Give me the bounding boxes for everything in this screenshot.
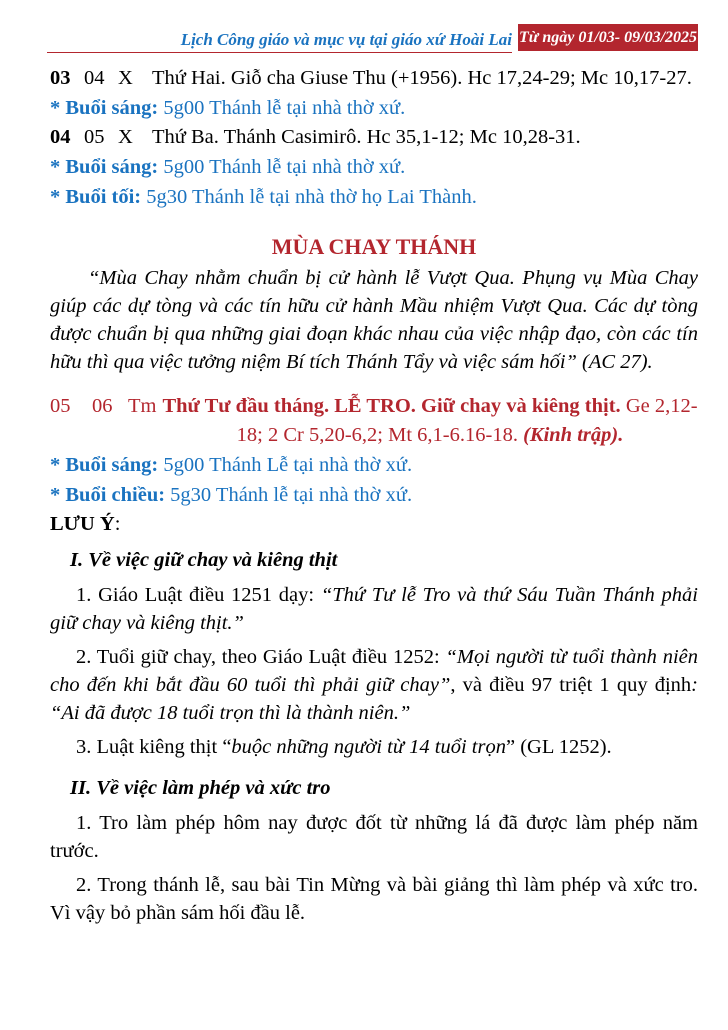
- session-label: * Buổi tối:: [50, 186, 142, 208]
- paragraph-text: 1. Giáo Luật điều 1251 dạy:: [76, 584, 321, 606]
- session-label: * Buổi chiều:: [50, 484, 166, 506]
- paragraph: [50, 643, 698, 727]
- paragraph: [50, 733, 698, 761]
- paragraph: [50, 581, 698, 637]
- entry-color: X: [118, 67, 133, 89]
- document-body: [50, 64, 698, 927]
- paragraph-quote: “Thứ Tư lễ Tro và thứ Sáu Tuần Thánh phải giữ chay và kiêng thịt.”: [50, 584, 698, 634]
- entry-text: [162, 392, 698, 450]
- entry-text: Thứ Ba. Thánh Casimirô. Hc 35,1-12; Mc 10,28-31.: [152, 126, 581, 148]
- note-heading: [50, 510, 698, 539]
- entry-lunar: 04: [84, 67, 105, 89]
- session-line: [50, 480, 698, 510]
- lent-quote: “Mùa Chay nhằm chuẩn bị cử hành lễ Vượt Qua. Phụng vụ Mùa Chay giúp các dự tòng và các tín hữu cử hành Mầu nhiệm Vượt Qua. Các dự tòng được chuẩn bị qua những giai đoạn khác nhau của việc nhập đạo, còn các tín hữu thì qua việc tưởng niệm Bí tích Thánh Tẩy và việc sám hối” (AC 27).: [50, 267, 698, 373]
- entry-readings: Ge 2,12-18; 2 Cr 5,20-6,2; Mt 6,1-6.16-18.: [236, 395, 698, 446]
- session-text: 5g30 Thánh lễ tại nhà thờ họ Lai Thành.: [141, 186, 477, 208]
- section-title-lent: MÙA CHAY THÁNH: [271, 234, 477, 259]
- page-header: [47, 24, 698, 54]
- session-text: 5g00 Thánh Lễ tại nhà thờ xứ.: [158, 454, 413, 476]
- entry-color: Tm: [128, 395, 157, 417]
- paragraph-text: 3. Luật kiêng thịt “: [76, 736, 232, 758]
- paragraph-quote: : “Ai đã được 18 tuổi trọn thì là thành niên.”: [50, 674, 698, 724]
- paragraph: 2. Trong thánh lễ, sau bài Tin Mừng và bài giảng thì làm phép và xức tro. Vì vậy bỏ phần sám hối đầu lễ.: [50, 874, 698, 924]
- entry-day: 04: [50, 126, 71, 148]
- paragraph-quote: “Mọi người từ tuổi thành niên cho đến khi bắt đầu 60 tuổi thì phải giữ chay”: [50, 646, 699, 696]
- paragraph-text: , và điều 97 triệt 1 quy định: [450, 674, 692, 696]
- header-title: Lịch Công giáo và mục vụ tại giáo xứ Hoài Lai: [180, 30, 512, 49]
- session-line: [50, 450, 698, 480]
- subsection-fasting: I. Về việc giữ chay và kiêng thịt: [70, 549, 338, 571]
- session-label: * Buổi sáng:: [50, 97, 159, 119]
- entry-lunar: 06: [92, 395, 113, 417]
- entry-kinh: (Kinh trập).: [523, 424, 624, 446]
- session-text: 5g00 Thánh lễ tại nhà thờ xứ.: [158, 97, 406, 119]
- paragraph-quote: buộc những người từ 14 tuổi trọn: [231, 736, 506, 758]
- entry-day: 03: [50, 67, 71, 89]
- calendar-entry-05: [50, 392, 698, 450]
- session-label: * Buổi sáng:: [50, 156, 159, 178]
- session-text: 5g00 Thánh lễ tại nhà thờ xứ.: [158, 156, 406, 178]
- entry-day: 05: [50, 395, 71, 417]
- calendar-entry-04: [50, 123, 698, 152]
- session-text: 5g30 Thánh lễ tại nhà thờ xứ.: [165, 484, 413, 506]
- paragraph: 1. Tro làm phép hôm nay được đốt từ những lá đã được làm phép năm trước.: [50, 812, 698, 862]
- session-label: * Buổi sáng:: [50, 454, 159, 476]
- session-line: [50, 93, 698, 123]
- entry-text: Thứ Hai. Giỗ cha Giuse Thu (+1956). Hc 17,24-29; Mc 10,17-27.: [152, 67, 692, 89]
- entry-feast: Thứ Tư đầu tháng. LỄ TRO. Giữ chay và kiêng thịt.: [162, 395, 621, 417]
- paragraph-text: ” (GL 1252).: [505, 736, 612, 758]
- note-heading-colon: :: [114, 513, 121, 535]
- paragraph-text: 2. Tuổi giữ chay, theo Giáo Luật điều 1252:: [76, 646, 446, 668]
- entry-color: X: [118, 126, 133, 148]
- header-date-badge: Từ ngày 01/03- 09/03/2025: [518, 24, 698, 51]
- entry-lunar: 05: [84, 126, 105, 148]
- note-heading-label: LƯU Ý: [50, 513, 115, 535]
- session-line: [50, 182, 698, 212]
- header-rule: [47, 52, 512, 53]
- subsection-ashes: II. Về việc làm phép và xức tro: [70, 777, 331, 799]
- calendar-entry-03: [50, 64, 698, 93]
- session-line: [50, 152, 698, 182]
